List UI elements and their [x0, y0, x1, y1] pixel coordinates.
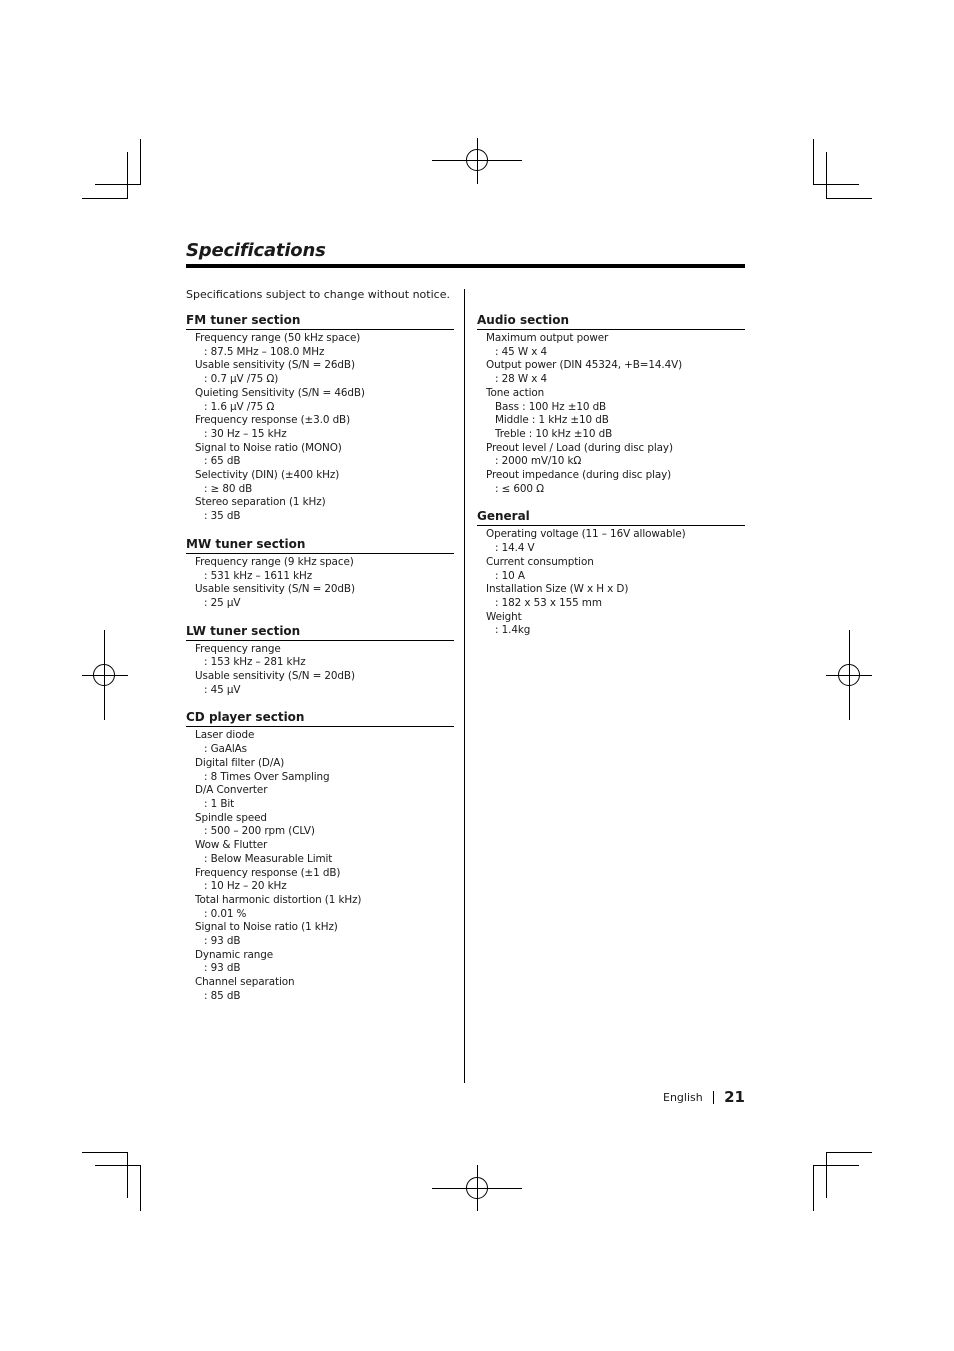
spec-label: Dynamic range [195, 948, 274, 961]
spec-label: Stereo separation (1 kHz) [195, 496, 326, 509]
spec-item [195, 556, 454, 583]
spec-value: : 35 dB [204, 510, 241, 523]
spec-value: : Below Measurable Limit [204, 852, 333, 865]
spec-label: Frequency response (±3.0 dB) [195, 414, 351, 427]
spec-item [195, 414, 454, 441]
section-heading: CD player section [186, 710, 454, 727]
spec-value: Middle : 1 kHz ±10 dB [495, 414, 609, 427]
column-divider [464, 289, 465, 1083]
spec-value: : 25 μV [204, 596, 241, 609]
footer-language: English [663, 1091, 703, 1104]
spec-value: : 2000 mV/10 kΩ [495, 455, 582, 468]
spec-label: Current consumption [486, 555, 594, 568]
spec-item [195, 496, 454, 523]
spec-item [195, 949, 454, 976]
spec-label: Operating voltage (11 – 16V allowable) [486, 528, 686, 541]
spec-value: : 28 W x 4 [495, 373, 547, 386]
spec-label: Usable sensitivity (S/N = 26dB) [195, 359, 355, 372]
spec-value: : 93 dB [204, 935, 241, 948]
spec-item [486, 528, 745, 555]
spec-value: : GaAlAs [204, 743, 247, 756]
spec-label: Frequency response (±1 dB) [195, 866, 341, 879]
spec-value: : 500 – 200 rpm (CLV) [204, 825, 315, 838]
spec-label: Usable sensitivity (S/N = 20dB) [195, 583, 355, 596]
spec-value: : 1 Bit [204, 797, 235, 810]
spec-item [195, 757, 454, 784]
section-heading: MW tuner section [186, 537, 454, 554]
spec-value: : 45 μV [204, 683, 241, 696]
spec-list [186, 554, 454, 611]
spec-item [486, 442, 745, 469]
spec-list [186, 727, 454, 1003]
left-column [186, 313, 454, 1017]
spec-item [195, 784, 454, 811]
spec-value: : 0.01 % [204, 907, 247, 920]
section-lw-tuner-section [186, 624, 454, 698]
spec-value: : 8 Times Over Sampling [204, 770, 330, 783]
spec-value: : 85 dB [204, 989, 241, 1002]
section-heading: LW tuner section [186, 624, 454, 641]
spec-label: Frequency range (9 kHz space) [195, 555, 354, 568]
spec-item [486, 556, 745, 583]
spec-value: : 0.7 μV /75 Ω) [204, 373, 279, 386]
spec-item [195, 812, 454, 839]
spec-label: D/A Converter [195, 784, 268, 797]
page-number: 21 [724, 1088, 745, 1106]
spec-list [477, 330, 745, 496]
spec-item [486, 611, 745, 638]
spec-label: Signal to Noise ratio (MONO) [195, 441, 342, 454]
spec-list [186, 330, 454, 524]
section-mw-tuner-section [186, 537, 454, 611]
spec-value: : 153 kHz – 281 kHz [204, 656, 306, 669]
section-audio-section [477, 313, 745, 496]
spec-value: : 531 kHz – 1611 kHz [204, 569, 313, 582]
page-title: Specifications [186, 240, 326, 261]
spec-value: : 1.6 μV /75 Ω [204, 400, 275, 413]
spec-item [486, 428, 745, 442]
spec-item [195, 332, 454, 359]
spec-item [195, 387, 454, 414]
section-heading: General [477, 509, 745, 526]
spec-value: : 65 dB [204, 455, 241, 468]
spec-item [486, 359, 745, 386]
spec-item [195, 976, 454, 1003]
spec-label: Output power (DIN 45324, +B=14.4V) [486, 359, 683, 372]
spec-label: Preout impedance (during disc play) [486, 469, 672, 482]
section-general [477, 509, 745, 638]
spec-value: Treble : 10 kHz ±10 dB [495, 427, 613, 440]
spec-value: : 10 Hz – 20 kHz [204, 880, 287, 893]
spec-value: : 45 W x 4 [495, 345, 547, 358]
spec-label: Weight [486, 610, 522, 623]
spec-item [195, 867, 454, 894]
spec-label: Digital filter (D/A) [195, 756, 285, 769]
section-cd-player-section [186, 710, 454, 1003]
spec-item [195, 469, 454, 496]
spec-item [486, 583, 745, 610]
spec-value: : 87.5 MHz – 108.0 MHz [204, 345, 325, 358]
change-notice: Specifications subject to change without notice. [186, 288, 450, 301]
spec-value: : 30 Hz – 15 kHz [204, 427, 287, 440]
spec-item [195, 442, 454, 469]
footer-separator [713, 1091, 714, 1104]
spec-item [486, 469, 745, 496]
spec-label: Selectivity (DIN) (±400 kHz) [195, 469, 340, 482]
spec-label: Channel separation [195, 976, 295, 989]
spec-label: Signal to Noise ratio (1 kHz) [195, 921, 338, 934]
title-rule [186, 264, 745, 268]
section-fm-tuner-section [186, 313, 454, 524]
spec-item [195, 643, 454, 670]
spec-value: : ≥ 80 dB [204, 482, 253, 495]
spec-item [195, 921, 454, 948]
spec-item [195, 670, 454, 697]
spec-label: Quieting Sensitivity (S/N = 46dB) [195, 386, 365, 399]
spec-value: : 182 x 53 x 155 mm [495, 596, 602, 609]
spec-label: Spindle speed [195, 811, 267, 824]
spec-label: Tone action [486, 386, 545, 399]
spec-item [486, 414, 745, 428]
spec-label: Preout level / Load (during disc play) [486, 441, 673, 454]
spec-value: Bass : 100 Hz ±10 dB [495, 400, 607, 413]
section-heading: FM tuner section [186, 313, 454, 330]
spec-label: Frequency range (50 kHz space) [195, 332, 361, 344]
spec-item [486, 332, 745, 359]
spec-value: : ≤ 600 Ω [495, 482, 544, 495]
spec-label: Laser diode [195, 729, 255, 742]
spec-item [195, 359, 454, 386]
spec-list [477, 526, 745, 638]
spec-label: Usable sensitivity (S/N = 20dB) [195, 670, 355, 683]
spec-item [195, 839, 454, 866]
spec-value: : 14.4 V [495, 542, 535, 555]
spec-list [186, 641, 454, 698]
spec-label: Installation Size (W x H x D) [486, 583, 629, 596]
spec-label: Total harmonic distortion (1 kHz) [195, 893, 362, 906]
right-column [477, 313, 745, 651]
spec-item [195, 729, 454, 756]
spec-label: Wow & Flutter [195, 839, 268, 852]
spec-item [195, 894, 454, 921]
spec-value: : 1.4kg [495, 624, 531, 637]
spec-item [486, 387, 745, 414]
section-heading: Audio section [477, 313, 745, 330]
spec-value: : 10 A [495, 569, 525, 582]
spec-label: Maximum output power [486, 332, 609, 344]
page-footer [663, 1088, 745, 1108]
spec-label: Frequency range [195, 642, 281, 655]
spec-item [195, 583, 454, 610]
spec-value: : 93 dB [204, 962, 241, 975]
